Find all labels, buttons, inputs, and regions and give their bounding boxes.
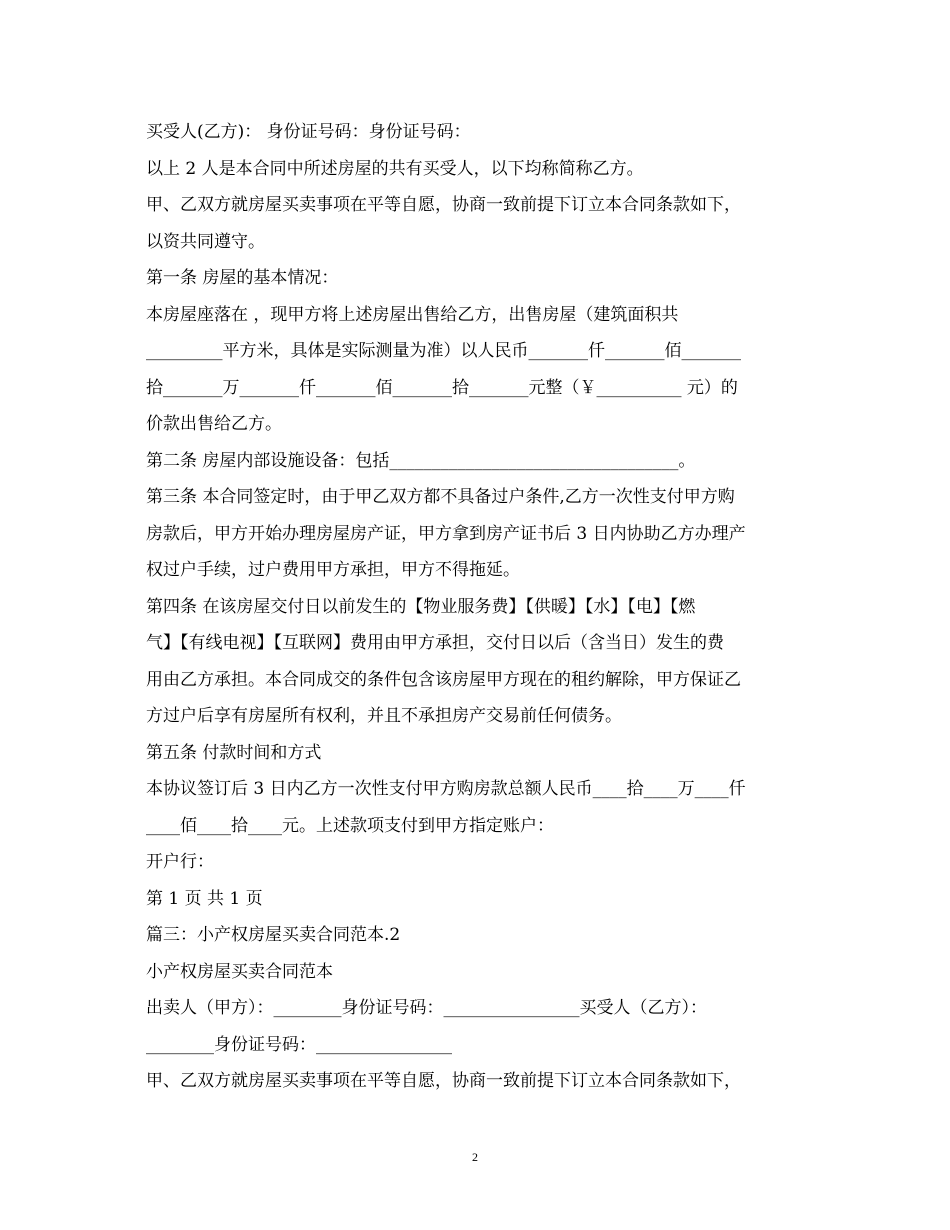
text-line: 权过户手续，过户费用甲方承担，甲方不得拖延。 (146, 560, 520, 580)
article-heading: 第三条 本合同签定时，由于甲乙双方都不具备过户条件,乙方一次性支付甲方购 (146, 487, 735, 507)
document-body (146, 114, 806, 1100)
text-line: 气】【有线电视】【互联网】费用由甲方承担，交付日以后（含当日）发生的费 (146, 633, 724, 653)
text-line: _________平方米，具体是实际测量为准）以人民币_______仟_______佰_______ (146, 341, 741, 361)
text-line: 出卖人（甲方）：________身份证号码：________________买受人（乙方）： (146, 998, 707, 1018)
article-heading: 第四条 在该房屋交付日以前发生的【物业服务费】【供暖】【水】【电】【燃 (146, 596, 696, 617)
text-line: 用由乙方承担。本合同成交的条件包含该房屋甲方现在的租约解除，甲方保证乙 (146, 669, 741, 690)
text-line: 开户行： (146, 852, 214, 872)
text-line: 以上 2 人是本合同中所述房屋的共有买受人，以下均称简称乙方。 (146, 158, 644, 179)
text-line: 房款后，甲方开始办理房屋房产证，甲方拿到房产证书后 3 日内协助乙方办理产 (146, 523, 746, 544)
text-line: 甲、乙双方就房屋买卖事项在平等自愿，协商一致前提下订立本合同条款如下， (146, 1071, 741, 1091)
text-line: 本房屋座落在 ，现甲方将上述房屋出售给乙方，出售房屋（建筑面积共 (146, 304, 679, 325)
text-line: 甲、乙双方就房屋买卖事项在平等自愿，协商一致前提下订立本合同条款如下， (146, 195, 741, 215)
text-line: 以资共同遵守。 (146, 231, 265, 252)
article-heading: 第一条 房屋的基本情况： (146, 268, 339, 288)
document-title: 小产权房屋买卖合同范本 (146, 961, 333, 982)
article-heading: 第五条 付款时间和方式 (146, 742, 322, 763)
page-number: 2 (472, 1150, 478, 1164)
inline-page-note: 第 1 页 共 1 页 (146, 888, 263, 909)
text-line: 价款出售给乙方。 (146, 414, 282, 434)
text-line: 本协议签订后 3 日内乙方一次性支付甲方购房款总额人民币____拾____万____仟 (146, 779, 746, 799)
section-heading: 篇三：小产权房屋买卖合同范本.2 (146, 925, 401, 945)
text-line: 拾_______万_______仟_______佰_______拾_______元整（￥__________ 元）的 (146, 377, 738, 398)
article-heading: 第二条 房屋内部设施设备：包括__________________________________。 (146, 450, 696, 471)
text-line: 方过户后享有房屋所有权利，并且不承担房产交易前任何债务。 (146, 706, 622, 726)
text-line: 买受人(乙方)： 身份证号码：身份证号码： (146, 122, 471, 142)
text-line: ________身份证号码：________________ (146, 1034, 452, 1055)
text-line: ____佰____拾____元。上述款项支付到甲方指定账户： (146, 815, 554, 836)
